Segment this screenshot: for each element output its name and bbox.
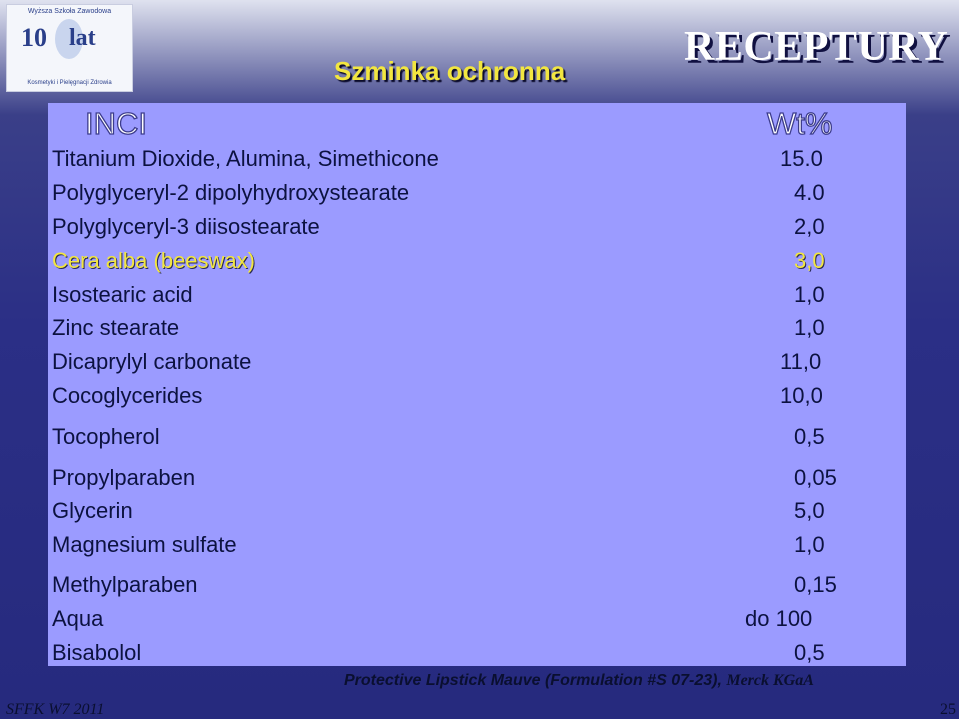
ingredient-name: Aqua: [52, 606, 104, 631]
logo-top-text: Wyższa Szkoła Zawodowa: [27, 8, 112, 15]
ingredient-row: [52, 146, 842, 174]
footer-course-label: SFFK W7 2011: [6, 701, 105, 718]
ingredient-row: [52, 282, 842, 310]
ingredient-name: Magnesium sulfate: [52, 532, 237, 557]
ingredient-name: Dicaprylyl carbonate: [52, 349, 252, 374]
slide-subtitle: Szminka ochronna: [334, 56, 566, 86]
ingredient-value: 10,0: [780, 383, 823, 408]
ingredient-value: 1,0: [794, 532, 825, 557]
page-number: 25: [940, 701, 956, 718]
ingredient-value: 0,05: [794, 465, 837, 490]
ingredient-name: Glycerin: [52, 498, 133, 523]
ingredient-row-highlighted: [52, 248, 842, 276]
ingredient-value: 1,0: [794, 315, 825, 340]
logo-lat: lat: [69, 25, 96, 51]
ingredient-value: 1,0: [794, 282, 825, 307]
ingredient-row: [52, 465, 842, 493]
ingredient-value: 4.0: [794, 180, 825, 205]
logo-number: 10: [21, 23, 47, 52]
inci-header: INCI: [85, 106, 147, 141]
ingredient-value: 0,5: [794, 424, 825, 449]
ingredient-row: [52, 532, 842, 560]
ingredient-row: [52, 572, 842, 600]
ingredient-row: [52, 214, 842, 242]
ingredient-value: 5,0: [794, 498, 825, 523]
ingredient-value: 0,5: [794, 640, 825, 665]
ingredient-row: [52, 180, 842, 208]
ingredient-value: 0,15: [794, 572, 837, 597]
source-footnote: [344, 672, 814, 690]
ingredient-name: Isostearic acid: [52, 282, 193, 307]
ingredient-row: [52, 640, 842, 668]
ingredient-name: Methylparaben: [52, 572, 198, 597]
logo-bottom-text: Kosmetyki i Pielęgnacji Zdrowia: [27, 80, 112, 86]
ingredient-row: [52, 606, 842, 634]
ingredient-name: Cera alba (beeswax): [52, 248, 255, 273]
ingredient-name: Titanium Dioxide, Alumina, Simethicone: [52, 146, 439, 171]
ingredient-name: Propylparaben: [52, 465, 196, 490]
ingredient-name: Bisabolol: [52, 640, 142, 665]
footnote-formulation: Protective Lipstick Mauve (Formulation #S 07-23),: [344, 672, 722, 689]
ingredient-name: Polyglyceryl-3 diisostearate: [52, 214, 320, 239]
ingredient-name: Zinc stearate: [52, 315, 180, 340]
ingredient-name: Cocoglycerides: [52, 383, 203, 408]
ingredient-row: [52, 498, 842, 526]
ingredient-row: [52, 315, 842, 343]
ingredient-value: 3,0: [794, 248, 825, 273]
ingredient-row: [52, 349, 842, 377]
ingredient-name: Tocopherol: [52, 424, 160, 449]
ingredient-row: [52, 383, 842, 411]
wt-header: Wt%: [767, 106, 833, 141]
school-logo: [6, 4, 133, 92]
ingredient-value: 11,0: [780, 349, 822, 374]
ingredient-name: Polyglyceryl-2 dipolyhydroxystearate: [52, 180, 410, 205]
ingredient-row: [52, 424, 842, 452]
footnote-source: Merck KGaA: [726, 672, 814, 689]
ingredient-value: 15.0: [780, 146, 823, 171]
ingredient-value: do 100: [745, 606, 813, 631]
slide-title: RECEPTURY: [684, 24, 949, 70]
ingredient-value: 2,0: [794, 214, 825, 239]
